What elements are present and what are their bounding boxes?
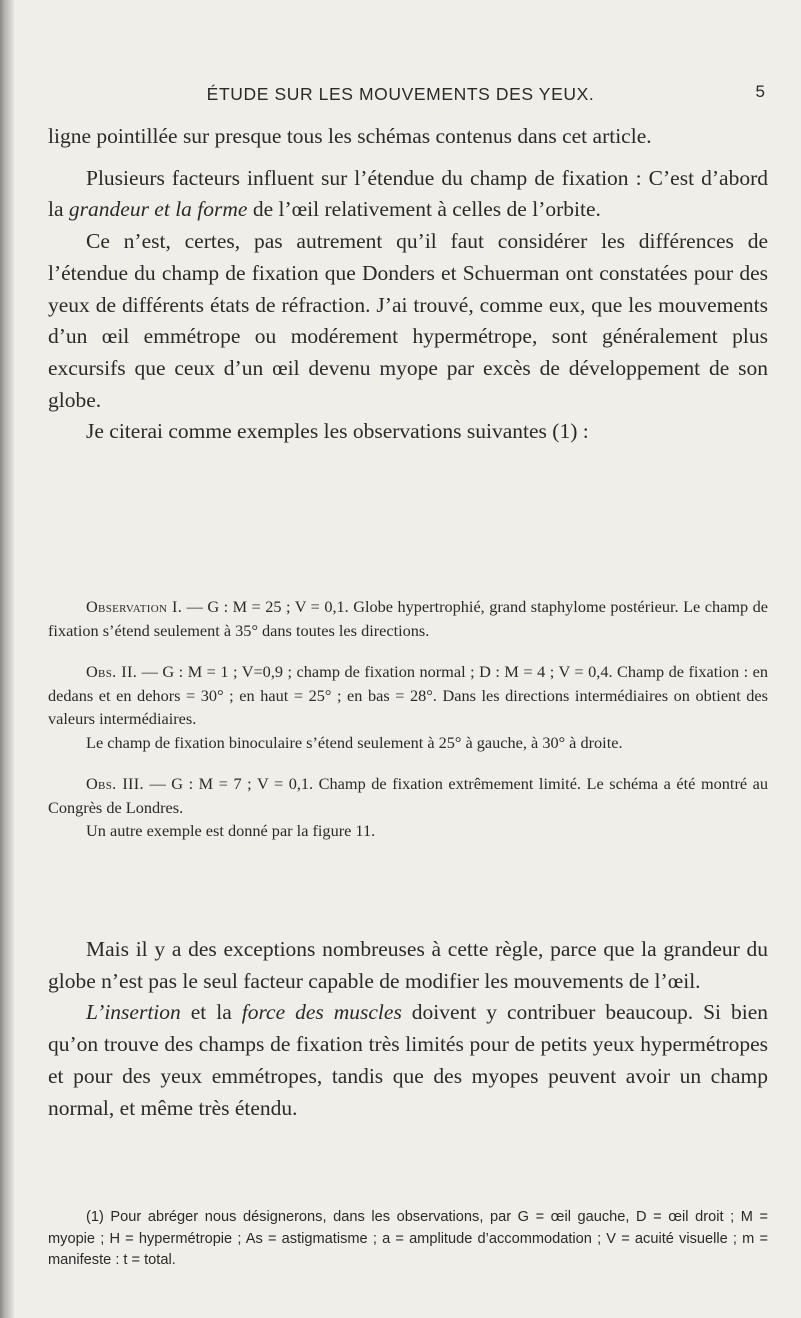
observations-block — [48, 595, 768, 843]
paragraph-factors-emphasis: grandeur et la forme — [68, 197, 248, 222]
observation-1-label: Observation I. — [86, 597, 183, 616]
observation-2-label: Obs. II. — [86, 662, 138, 681]
paragraph-donders: Ce n’est, certes, pas autrement qu’il faut considérer les différences de l’étendue du champ de fixation que Donders et Schuerman ont constatées pour des yeux de différents états de réfraction. J’ai trouvé, comme eux, que les mouvements d’un œil emmétrope ou modérement hypermétrope, sont généralement plus excursifs que ceux d’un œil devenu myope par excès de développement de son globe. — [48, 229, 768, 412]
page-header — [0, 80, 801, 110]
paragraph-insertion-end: doivent y contribuer beaucoup. Si bien qu’on trouve des champs de fixation très limités pour de petits yeux hypermétropes et pour des yeux emmétropes, tandis que des myopes peuvent avoir un champ normal, et même très étendu. — [48, 1000, 768, 1120]
paragraph-factors-end: de l’œil relativement à celles de l’orbite. — [247, 197, 601, 222]
paragraph-insertion-emphasis-1: L’insertion — [86, 1000, 181, 1025]
observation-1-text: — G : M = 25 ; V = 0,1. Globe hypertrophié, grand staphylome postérieur. Le champ de fixation s’étend seulement à 35° dans toutes les directions. — [48, 597, 769, 640]
paragraph-insertion-mid: et la — [180, 1000, 242, 1025]
observation-3-continuation: Un autre exemple est donné par la figure 11. — [86, 821, 376, 840]
paragraph-exceptions: Mais il y a des exceptions nombreuses à cette règle, parce que la grandeur du globe n’est pas le seul facteur capable de modifier les mouvements de l’œil. — [48, 937, 768, 993]
observation-2 — [48, 660, 768, 731]
paragraph-factors-start: Plusieurs facteurs influent sur l’étendue du champ de fixation : C’est d’abord la — [48, 165, 768, 222]
footnote-abbreviations: (1) Pour abréger nous désignerons, dans les observations, par G = œil gauche, D = œil droit ; M = myopie ; H = hypermétropie ; As = astigmatisme ; a = amplitude d’accommodation ; V = acuité visuelle ; m = manifeste : t = total. — [48, 1209, 768, 1268]
main-text-bottom — [48, 934, 768, 1124]
paragraph-factors — [48, 163, 768, 226]
running-title: ÉTUDE SUR LES MOUVEMENTS DES YEUX. — [206, 84, 595, 104]
observation-3-label: Obs. III. — [86, 774, 144, 793]
observation-2-text: — G : M = 1 ; V=0,9 ; champ de fixation normal ; D : M = 4 ; V = 0,4. Champ de fixation : en dedans et en dehors = 30° ; en haut = 25° ; en bas = 28°. Dans les directions intermédiaires on obtient des valeurs intermédiaires. — [48, 662, 768, 728]
page-number: 5 — [755, 82, 765, 101]
observation-3 — [48, 772, 768, 819]
observation-2-continuation: Le champ de fixation binoculaire s’étend seulement à 25° à gauche, à 30° à droite. — [86, 732, 623, 752]
observation-1 — [48, 595, 768, 642]
main-text-top — [48, 121, 768, 448]
observation-3-text: — G : M = 7 ; V = 0,1. Champ de fixation extrêmement limité. Le schéma a été montré au Congrès de Londres. — [48, 774, 769, 817]
paragraph-insertion — [48, 997, 768, 1124]
paragraph-examples-intro: Je citerai comme exemples les observations suivantes (1) : — [86, 419, 589, 444]
footnote-block — [48, 1207, 768, 1272]
page-binding-shadow — [0, 0, 14, 1318]
paragraph-continuation: ligne pointillée sur presque tous les schémas contenus dans cet article. — [48, 124, 652, 148]
paragraph-insertion-emphasis-2: force des muscles — [241, 1000, 402, 1025]
